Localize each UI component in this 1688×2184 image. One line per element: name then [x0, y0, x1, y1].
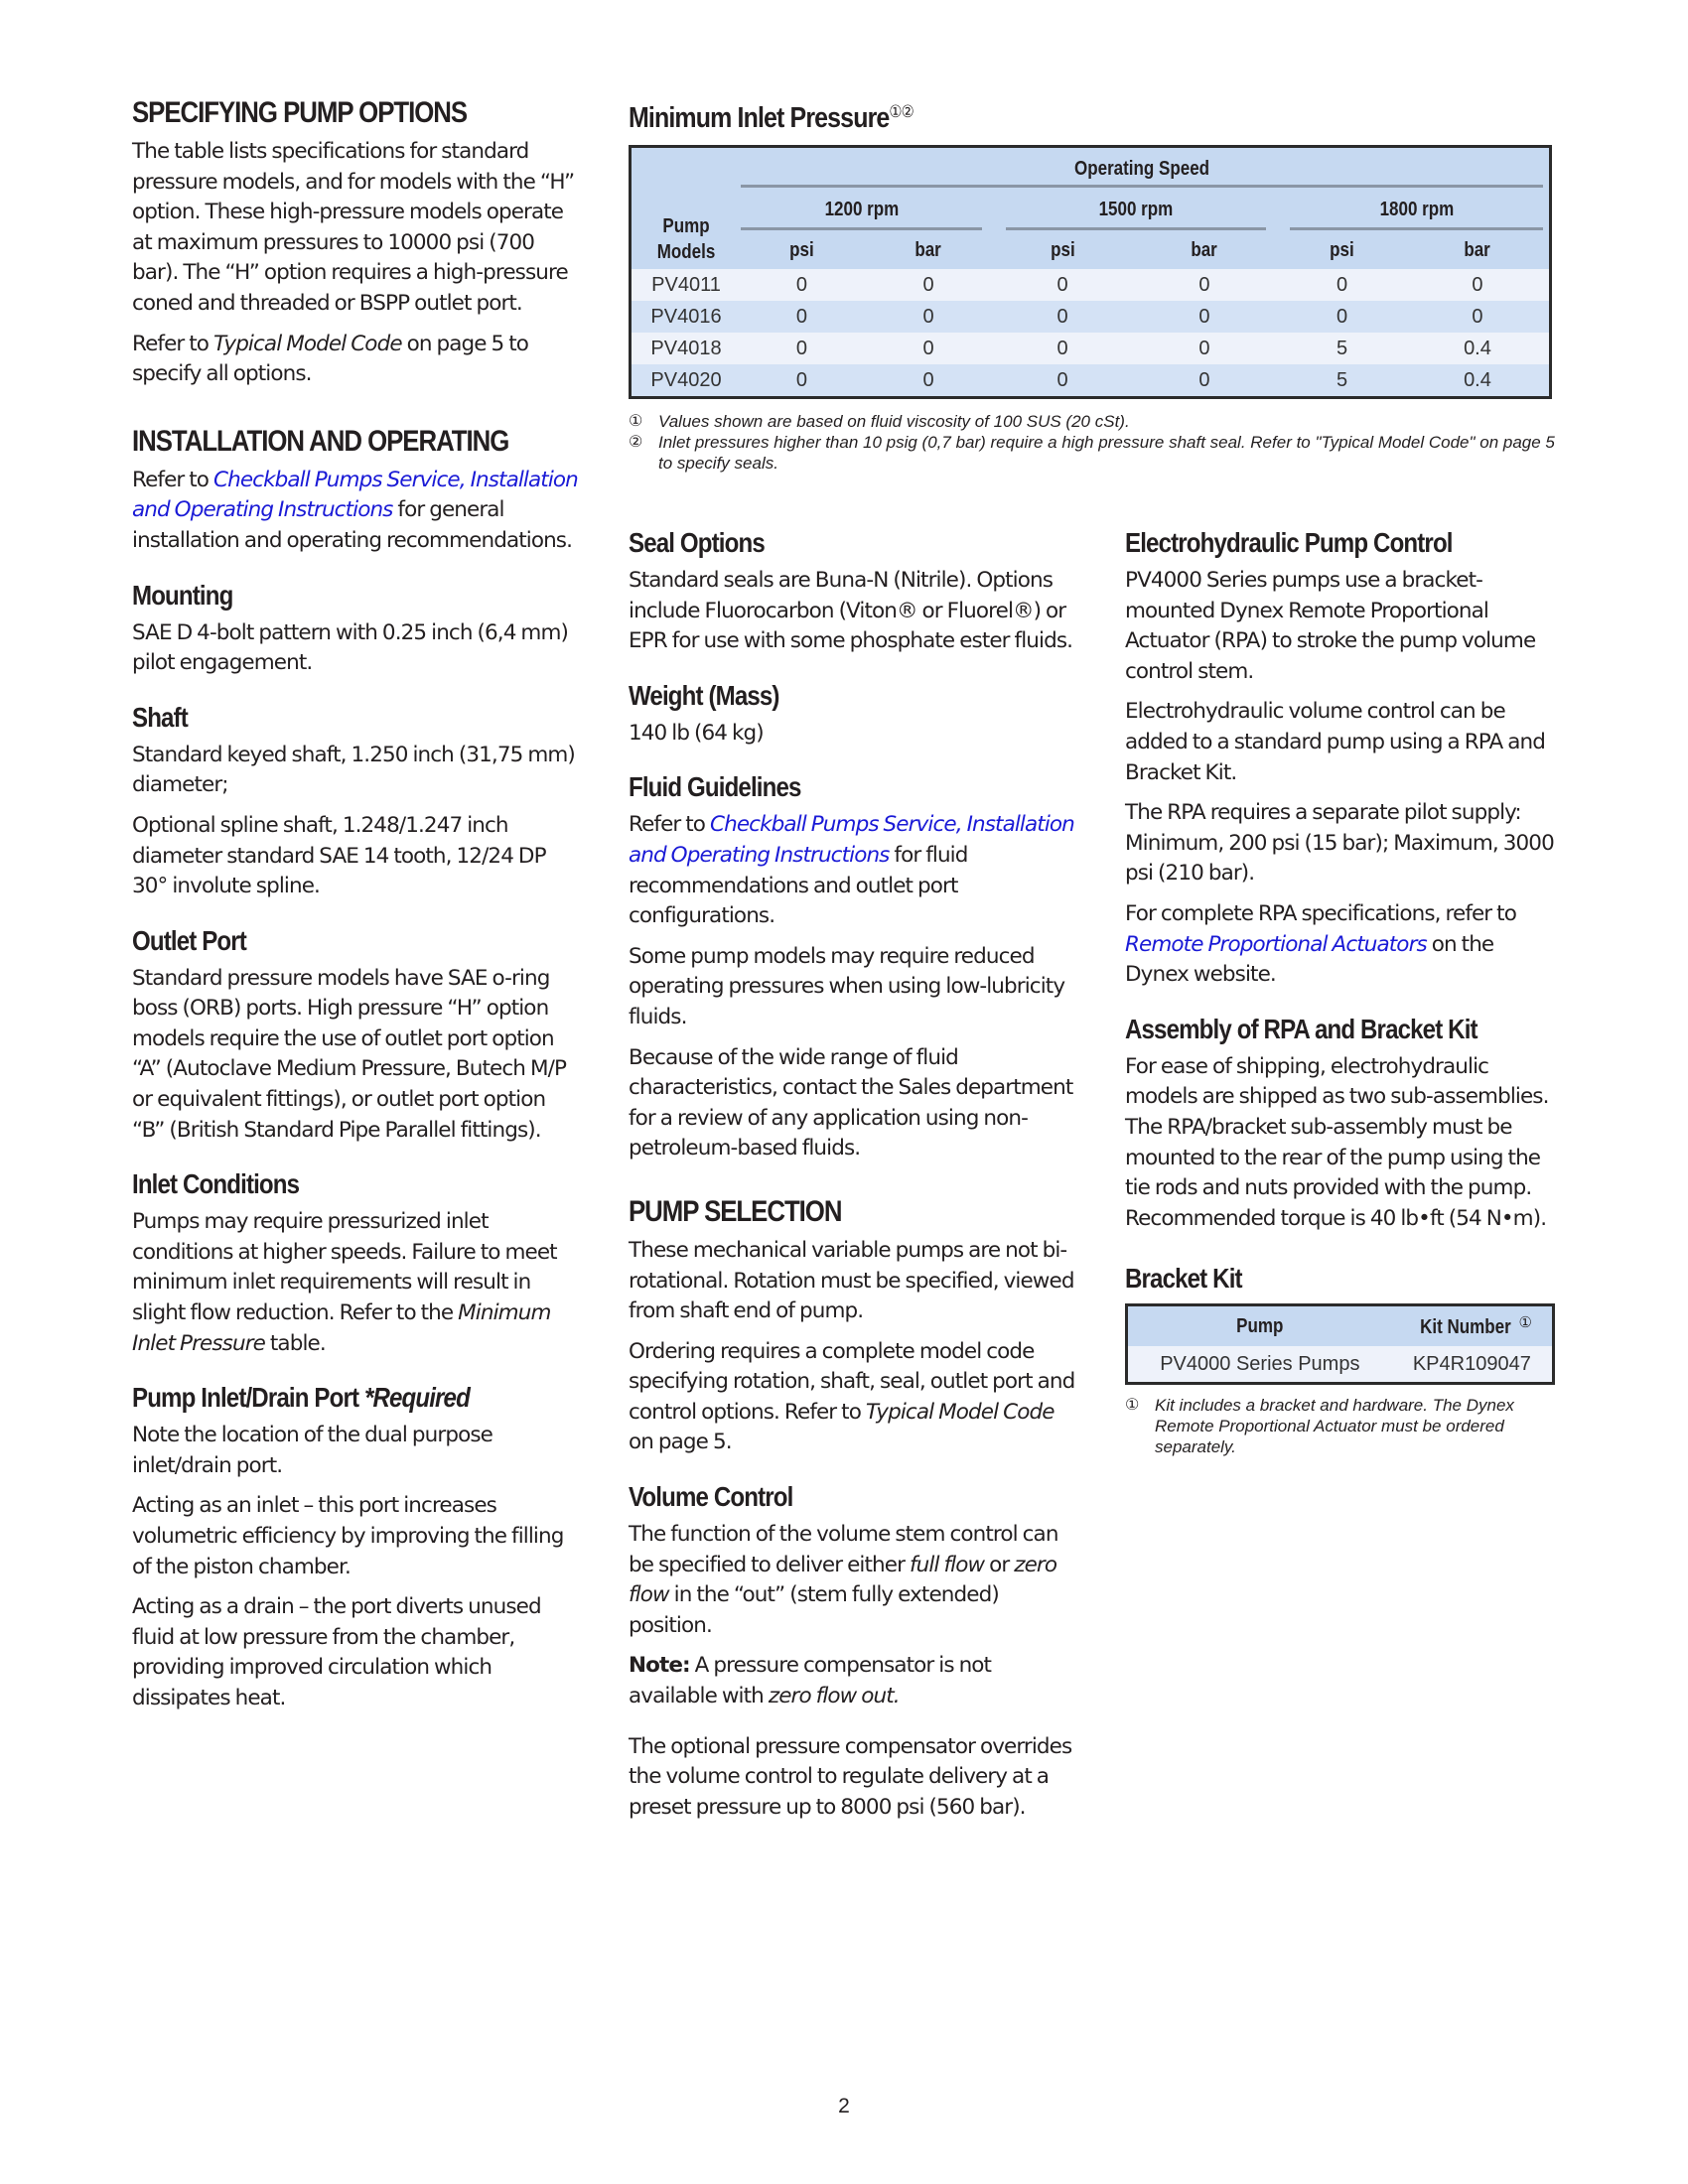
kit-pump-cell: PV4000 Series Pumps — [1127, 1346, 1392, 1384]
right-column — [1125, 526, 1562, 1479]
section-pump-selection — [629, 1194, 1080, 1458]
pump-model-cell: PV4016 — [631, 301, 742, 333]
pressure-value-cell: 0 — [1406, 269, 1551, 301]
unit-header: psi — [994, 231, 1131, 269]
heading-electrohydraulic: Electrohydraulic Pump Control — [1125, 527, 1453, 558]
operating-speed-header: Operating Speed — [741, 147, 1551, 193]
heading-mounting: Mounting — [132, 579, 233, 611]
fluid-sales-text: Because of the wide range of fluid characteristics, contact the Sales department for a review of any application using non-petroleum-based fluids. — [629, 1044, 1073, 1161]
section-volume-control — [629, 1480, 1080, 1823]
pressure-value-cell: 0 — [1278, 269, 1406, 301]
heading-shaft: Shaft — [132, 701, 188, 733]
pressure-value-cell: 0 — [994, 333, 1131, 364]
section-seal-options — [629, 526, 1080, 657]
inlet-drain-drain-text: Acting as a drain – the port diverts unused fluid at low pressure from the chamber, providing improved circulation which dissipates heat. — [132, 1594, 541, 1710]
pressure-value-cell: 0 — [994, 301, 1131, 333]
bracket-kit-table — [1125, 1303, 1555, 1385]
heading-inlet-conditions: Inlet Conditions — [132, 1168, 300, 1200]
inlet-drain-note: Note the location of the dual purpose inlet/drain port. — [132, 1423, 492, 1478]
pump-models-header: Pump Models — [631, 147, 742, 270]
pump-model-cell: PV4018 — [631, 333, 742, 364]
pressure-value-cell: 0 — [741, 364, 863, 398]
unit-header: psi — [1278, 231, 1406, 269]
section-assembly — [1125, 1013, 1562, 1235]
seal-options-text: Standard seals are Buna-N (Nitrile). Options include Fluorocarbon (Viton® or Fluorel®) or EPR for use with some phosphate ester fluids. — [629, 568, 1073, 654]
checkball-instructions-link[interactable]: Checkball Pumps Service, Installation and Operating Instructions — [629, 812, 1074, 868]
volume-control-compensator-text: The optional pressure compensator overrides the volume control to regulate delivery at a preset pressure up to 8000 psi (560 bar). — [629, 1733, 1072, 1820]
table-row — [631, 364, 1551, 398]
middle-column — [629, 526, 1080, 1844]
pressure-value-cell: 0 — [1406, 301, 1551, 333]
section-weight — [629, 679, 1080, 750]
pressure-value-cell: 0 — [863, 364, 994, 398]
heading-volume-control: Volume Control — [629, 1481, 793, 1513]
pressure-value-cell: 0 — [741, 301, 863, 333]
mounting-text: SAE D 4-bolt pattern with 0.25 inch (6,4 mm) pilot engagement. — [132, 619, 568, 676]
minimum-inlet-pressure-table — [629, 145, 1552, 399]
unit-header: psi — [741, 231, 863, 269]
pump-model-cell: PV4011 — [631, 269, 742, 301]
pressure-value-cell: 0 — [994, 269, 1131, 301]
volume-control-note: Note: A pressure compensator is not available with zero flow out. — [629, 1653, 992, 1709]
section-inlet-conditions — [132, 1167, 579, 1359]
table-row — [631, 269, 1551, 301]
heading-specifying-pump-options: SPECIFYING PUMP OPTIONS — [132, 96, 468, 129]
electrohydraulic-rpa-text: PV4000 Series pumps use a bracket-mounted Dynex Remote Proportional Actuator (RPA) to stroke the pump volume control stem. — [1125, 568, 1536, 684]
minimum-inlet-pressure-body — [631, 269, 1551, 398]
pressure-value-cell: 0.4 — [1406, 364, 1551, 398]
section-inlet-drain-port — [132, 1381, 579, 1713]
weight-text: 140 lb (64 kg) — [629, 720, 764, 746]
section-mounting — [132, 579, 579, 679]
heading-weight: Weight (Mass) — [629, 679, 779, 711]
electrohydraulic-kit-text: Electrohydraulic volume control can be added to a standard pump using a RPA and Bracket Kit. — [1125, 699, 1545, 785]
shaft-standard-text: Standard keyed shaft, 1.250 inch (31,75 mm) diameter; — [132, 742, 575, 798]
heading-assembly: Assembly of RPA and Bracket Kit — [1125, 1013, 1477, 1044]
heading-outlet-port: Outlet Port — [132, 924, 246, 956]
pressure-value-cell: 0 — [863, 301, 994, 333]
heading-fluid-guidelines: Fluid Guidelines — [629, 771, 801, 803]
left-column — [132, 95, 579, 1736]
footnote-1: ① Values shown are based on fluid viscosity of 100 SUS (20 cSt). — [629, 412, 1130, 431]
installation-paragraph: Refer to Checkball Pumps Service, Installation and Operating Instructions for general installation and operating recommendations. — [132, 467, 578, 553]
kit-number-header: Kit Number ① — [1392, 1305, 1554, 1347]
section-shaft — [132, 701, 579, 902]
pressure-value-cell: 0 — [1131, 301, 1278, 333]
pump-selection-ordering-text: Ordering requires a complete model code specifying rotation, shaft, seal, outlet port and control options. Refer to Typical Model Code on page 5. — [629, 1338, 1075, 1455]
fluid-refer-text: Refer to Checkball Pumps Service, Installation and Operating Instructions for fluid recommendations and outlet port configurations. — [629, 812, 1074, 929]
section-installation — [132, 424, 579, 557]
speed-header-1200: 1200 rpm — [741, 192, 994, 231]
unit-header: bar — [863, 231, 994, 269]
heading-inlet-drain-port: Pump Inlet/Drain Port *Required — [132, 1382, 470, 1414]
required-marker: *Required — [363, 1382, 470, 1414]
bracket-kit-footnote: ① Kit includes a bracket and hardware. The Dynex Remote Proportional Actuator must be ordered separately. — [1125, 1396, 1514, 1457]
kit-pump-header: Pump — [1127, 1305, 1392, 1347]
assembly-text: For ease of shipping, electrohydraulic models are shipped as two sub-assemblies. The RPA/bracket sub-assembly must be mounted to the rear of the pump using the tie rods and nuts provided with the pump. Recommended torque is 40 lb•ft (54 N•m). — [1125, 1053, 1549, 1231]
pressure-value-cell: 0 — [741, 269, 863, 301]
section-bracket-kit — [1125, 1262, 1562, 1457]
table-footnotes — [629, 411, 1557, 474]
electrohydraulic-pilot-text: The RPA requires a separate pilot supply: Minimum, 200 psi (15 bar); Maximum, 3000 psi (210 bar). — [1125, 800, 1554, 887]
typical-model-code-ref: Typical Model Code — [213, 331, 402, 356]
unit-header: bar — [1131, 231, 1278, 269]
pressure-value-cell: 0 — [994, 364, 1131, 398]
specifying-paragraph: The table lists specifications for standard pressure models, and for models with the “H” option. These high-pressure models operate at maximum pressures to 10000 psi (700 bar). The “H” option requires a high-pressure coned and threaded or BSPP outlet port. — [132, 139, 575, 316]
table-row — [1127, 1346, 1554, 1384]
section-outlet-port — [132, 924, 579, 1147]
pressure-value-cell: 0 — [1131, 269, 1278, 301]
heading-bracket-kit: Bracket Kit — [1125, 1263, 1242, 1295]
pressure-value-cell: 0 — [1131, 333, 1278, 364]
page-number: 2 — [838, 2095, 850, 2117]
pressure-value-cell: 0 — [1278, 301, 1406, 333]
footnote-markers: ①② — [889, 102, 914, 121]
inlet-drain-inlet-text: Acting as an inlet – this port increases volumetric efficiency by improving the filling of the piston chamber. — [132, 1493, 564, 1579]
unit-header: bar — [1406, 231, 1551, 269]
outlet-port-text: Standard pressure models have SAE o-ring boss (ORB) ports. High pressure “H” option models require the use of outlet port option “A” (Autoclave Medium Pressure, Butech M/P or equivalent fittings), or outlet port option “B” (British Standard Pipe Parallel fittings). — [132, 965, 567, 1143]
pressure-value-cell: 5 — [1278, 364, 1406, 398]
minimum-inlet-pressure-title: Minimum Inlet Pressure①② — [629, 102, 914, 134]
inlet-conditions-text: Pumps may require pressurized inlet conditions at higher speeds. Failure to meet minimum inlet requirements will result in slight flow reduction. Refer to the Minimum Inlet Pressure table. — [132, 1209, 557, 1356]
table-row — [631, 301, 1551, 333]
pressure-value-cell: 0 — [863, 333, 994, 364]
heading-installation-operating: INSTALLATION AND OPERATING — [132, 424, 509, 458]
checkball-instructions-link[interactable]: Checkball Pumps Service, Installation and Operating Instructions — [132, 467, 578, 523]
pressure-value-cell: 0 — [1131, 364, 1278, 398]
section-fluid-guidelines — [629, 770, 1080, 1164]
speed-header-1800: 1800 rpm — [1278, 192, 1550, 231]
shaft-optional-text: Optional spline shaft, 1.248/1.247 inch diameter standard SAE 14 tooth, 12/24 DP 30° involute spline. — [132, 812, 546, 899]
specifying-refer-paragraph: Refer to Typical Model Code on page 5 to specify all options. — [132, 331, 529, 387]
speed-header-1500: 1500 rpm — [994, 192, 1278, 231]
pump-model-cell: PV4020 — [631, 364, 742, 398]
section-specifying-pump-options — [132, 95, 579, 390]
electrohydraulic-specs-text: For complete RPA specifications, refer to Remote Proportional Actuators on the Dynex website. — [1125, 900, 1516, 988]
kit-number-cell: KP4R109047 — [1392, 1346, 1554, 1384]
volume-control-text: The function of the volume stem control can be specified to deliver either full flow or zero flow in the “out” (stem fully extended) position. — [629, 1522, 1058, 1638]
heading-pump-selection: PUMP SELECTION — [629, 1194, 842, 1228]
pump-selection-rotation-text: These mechanical variable pumps are not bi-rotational. Rotation must be specified, viewed from shaft end of pump. — [629, 1237, 1074, 1324]
remote-proportional-actuators-link[interactable]: Remote Proportional Actuators — [1125, 931, 1427, 957]
pressure-value-cell: 0 — [741, 333, 863, 364]
fluid-reduced-pressure-text: Some pump models may require reduced operating pressures when using low-lubricity fluids. — [629, 943, 1065, 1029]
pressure-value-cell: 0.4 — [1406, 333, 1551, 364]
table-row — [631, 333, 1551, 364]
minimum-inlet-pressure-area — [629, 95, 1557, 474]
heading-seal-options: Seal Options — [629, 527, 765, 558]
footnote-2: ② Inlet pressures higher than 10 psig (0,7 bar) require a high pressure shaft seal. Refer to "Typical Model Code" on page 5 to specify seals. — [629, 433, 1555, 473]
pressure-value-cell: 5 — [1278, 333, 1406, 364]
section-electrohydraulic — [1125, 526, 1562, 991]
pressure-value-cell: 0 — [863, 269, 994, 301]
